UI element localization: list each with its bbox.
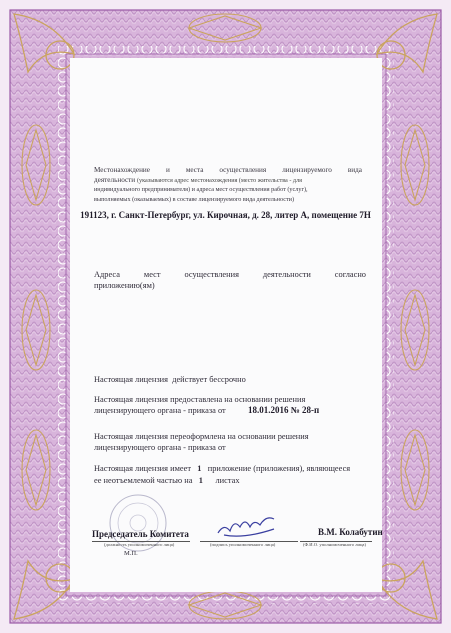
granted-line-1: Настоящая лицензия предоставлена на основании решения: [94, 395, 306, 404]
name-caption: (Ф.И.О. уполномоченного лица): [303, 542, 366, 547]
granted-order: 18.01.2016 № 28-п: [248, 405, 320, 415]
location-note-3: индивидуального предпринимателя) и адреса мест осуществления работ (услуг),: [94, 186, 308, 193]
appendix-line-1: Настоящая лицензия имеет 1 приложение (приложения), являющееся: [94, 464, 351, 473]
license-address: 191123, г. Санкт-Петербург, ул. Кирочная, д. 28, литер А, помещение 7Н: [80, 210, 371, 220]
location-heading-2: деятельности (указываются адрес местонахождения (место жительства - для: [94, 176, 303, 184]
appendix-count: 1: [197, 464, 202, 473]
reissued-line-2: лицензирующего органа - приказа от: [94, 443, 226, 452]
appendix-sheets-count: 1: [198, 476, 203, 485]
handwritten-signature: [214, 515, 284, 541]
signatory-name: В.М. Колабутин: [318, 527, 383, 537]
reissued-line-1: Настоящая лицензия переоформлена на основании решения: [94, 432, 309, 441]
places-line-2: приложению(ям): [94, 281, 155, 290]
location-heading-1: Местонахождение и места осуществления лицензируемого вида: [94, 166, 362, 174]
location-note-4: выполняемых (оказываемых) в составе лицензируемого вида деятельности): [94, 196, 295, 203]
validity-line: Настоящая лицензия действует бессрочно: [94, 375, 246, 384]
signatory-position: Председатель Комитета: [92, 529, 189, 539]
places-line-1: Адреса мест осуществления деятельности согласно: [94, 270, 366, 279]
position-caption: (должность уполномоченного лица): [104, 542, 175, 547]
stamp-place-mark: М.П.: [124, 550, 138, 557]
signature-caption: (подпись уполномоченного лица): [210, 542, 276, 547]
granted-line-2: лицензирующего органа - приказа от: [94, 406, 226, 415]
appendix-line-2: ее неотъемлемой частью на 1 листах: [94, 476, 240, 485]
